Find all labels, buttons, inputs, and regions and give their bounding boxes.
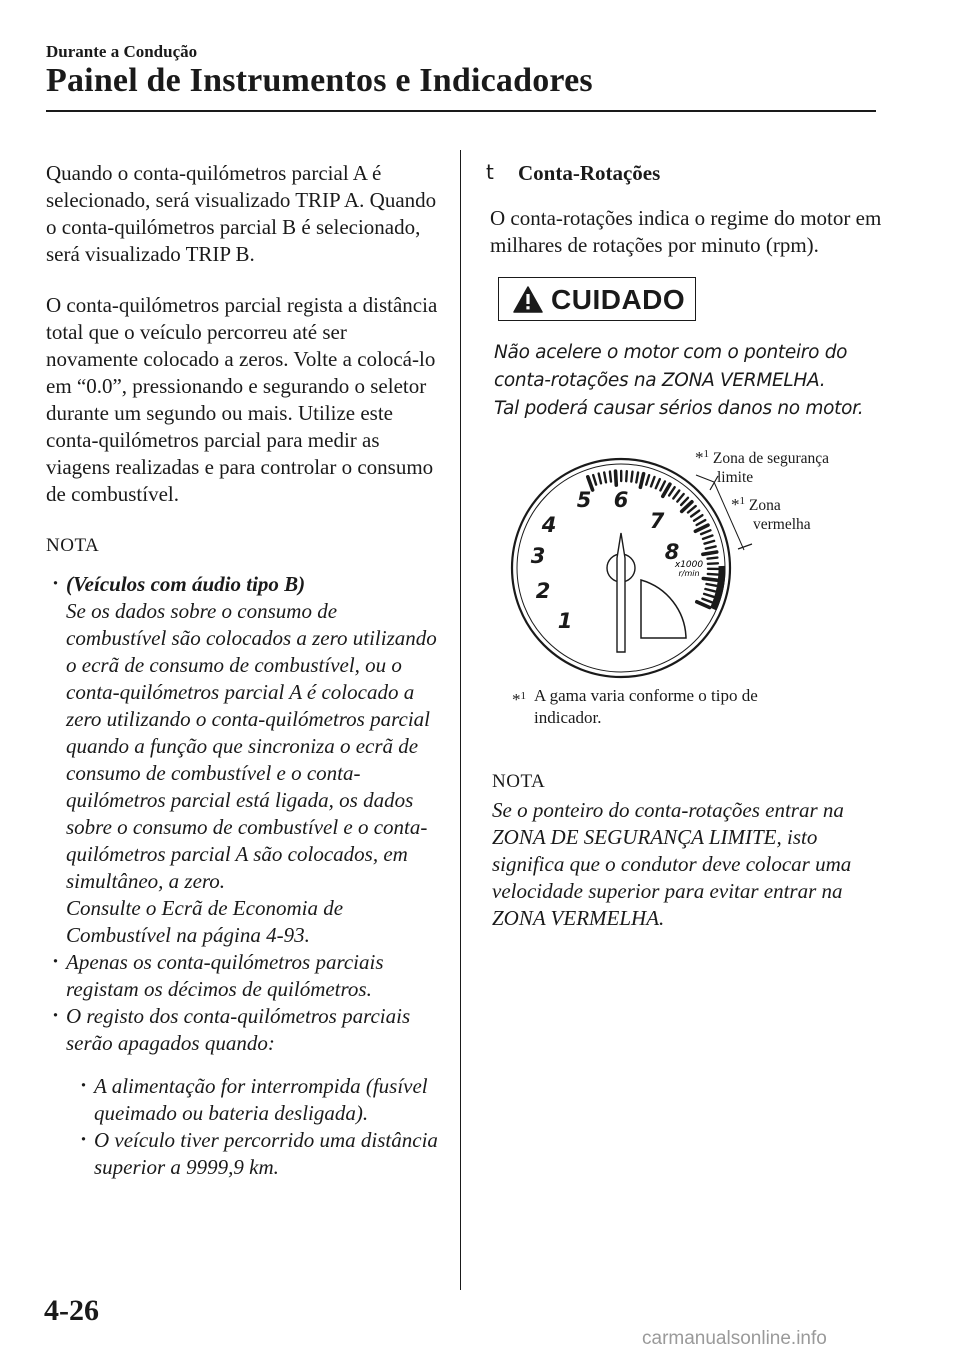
- gauge-numeral: 7: [649, 509, 665, 533]
- gauge-tick: [703, 552, 717, 554]
- gauge-tick: [708, 558, 718, 559]
- section-heading: [486, 160, 886, 187]
- gauge-tick: [708, 563, 718, 564]
- footnote-mark: 1: [739, 495, 745, 507]
- gauge-tick: [626, 471, 627, 481]
- page-number: 4-26: [44, 1294, 99, 1327]
- label-red-line1: Zona: [748, 497, 781, 514]
- note-item-erase: [46, 1003, 441, 1181]
- erase-condition-distance: · O veículo tiver percorrido uma distância superior a 9999,9 km.: [74, 1127, 441, 1181]
- gauge-numeral: 1: [557, 609, 573, 633]
- section-marker-icon: t: [486, 160, 494, 184]
- left-column: [46, 160, 441, 1181]
- note-label: NOTA: [46, 535, 100, 556]
- page-title: Painel de Instrumentos e Indicadores: [46, 62, 593, 99]
- caution-box: [498, 277, 696, 321]
- caution-line: Tal poderá causar sérios danos no motor.: [494, 398, 864, 419]
- trip-meter-paragraph: O conta-quilómetros parcial regista a distância total que o veículo percorreu até ser novamente colocado a zeros. Volte a colocá-lo em “0.0”, pressionando e segurando o seletor durante um segundo ou mais. Utilize este conta-quilómetros parcial para medir as viagens realizadas e para controlar o consumo de combustível.: [46, 293, 438, 506]
- gauge-tick: [708, 574, 718, 575]
- note-item-heading: (Veículos com áudio tipo B): [66, 572, 306, 596]
- note-text: Se o ponteiro do conta-rotações entrar na ZONA DE SEGURANÇA LIMITE, isto significa que o condutor deve colocar uma velocidade superior para evitar entrar na ZONA VERMELHA.: [492, 798, 852, 930]
- label-red-zone: [731, 492, 811, 534]
- erase-conditions-list: [66, 1073, 441, 1181]
- footnote-mark: 1: [703, 448, 709, 460]
- trip-selection-paragraph: Quando o conta-quilómetros parcial A é selecionado, será visualizado TRIP A. Quando o conta-quilómetros parcial B é selecionado, será visualizado TRIP B.: [46, 161, 437, 266]
- tachometer-intro: O conta-rotações indica o regime do motor em milhares de rotações por minuto (rpm).: [490, 206, 882, 257]
- gauge-tick: [610, 472, 611, 482]
- warning-triangle-icon: [513, 286, 543, 313]
- header-rule: [46, 110, 876, 112]
- asterisk: *: [695, 448, 704, 467]
- footnote-marker: *$^1$: [512, 690, 526, 709]
- gauge-unit-rpm: r/min: [678, 569, 700, 578]
- note-list: [46, 571, 441, 1181]
- gauge-numeral: 6: [613, 488, 629, 512]
- leader-red-tick: [738, 544, 752, 549]
- gauge-numeral: 3: [530, 544, 546, 568]
- note-item-erase-text: O registo dos conta-quilómetros parciais serão apagados quando:: [66, 1004, 411, 1055]
- caution-line: Não acelere o motor com o ponteiro do: [494, 342, 848, 363]
- label-safety-line2: limite: [717, 469, 754, 486]
- gauge-numeral: 2: [535, 579, 551, 603]
- gauge-unit-multiplier: x1000: [674, 560, 704, 570]
- section-heading-text: Conta-Rotações: [518, 161, 661, 185]
- note-label: NOTA: [492, 771, 546, 792]
- figure-footnote: [512, 685, 812, 729]
- gauge-tick: [631, 472, 632, 482]
- gauge-needle: [617, 533, 625, 652]
- gauge-numeral: 4: [541, 513, 557, 537]
- note-item-decimals: · Apenas os conta-quilómetros parciais registam os décimos de quilómetros.: [46, 949, 441, 1003]
- gauge-tick: [703, 579, 717, 581]
- caution-line: conta-rotações na ZONA VERMELHA.: [494, 370, 826, 391]
- watermark: carmanualsonline.info: [642, 1328, 827, 1349]
- erase-condition-power: · A alimentação for interrompida (fusível queimado ou bateria desligada).: [74, 1073, 441, 1127]
- column-divider: [460, 150, 461, 1290]
- gauge-tick: [616, 471, 617, 485]
- gauge-numeral: 8: [664, 540, 680, 564]
- note-item-body: Se os dados sobre o consumo de combustível são colocados a zero utilizando o ecrã de consumo de combustível, ou o conta-quilómetros parcial A é colocado a zero utilizando o conta-quilómetros parcial quando a função que sincroniza o ecrã de consumo de combustível e o conta-quilómetros parcial está ligada, os dados sobre o consumo de combustível e o conta-quilómetros parcial A são colocados, em simultâneo, a zero.: [66, 599, 437, 893]
- label-safety-zone: [695, 445, 829, 487]
- gauge-numeral: 5: [576, 488, 592, 512]
- footnote-text: A gama varia conforme o tipo de indicador.: [534, 686, 758, 727]
- section-label: Durante a Condução: [46, 42, 198, 61]
- label-safety-line1: Zona de segurança: [712, 450, 830, 467]
- note-item-audio-b: [46, 571, 441, 949]
- label-red-line2: vermelha: [753, 516, 811, 533]
- right-column: [486, 160, 886, 423]
- note-item-reference: Consulte o Ecrã de Economia de Combustível na página 4-93.: [66, 896, 344, 947]
- caution-label: CUIDADO: [551, 283, 686, 315]
- caution-text: [494, 339, 886, 423]
- asterisk: *: [731, 495, 740, 514]
- right-note: [492, 768, 882, 932]
